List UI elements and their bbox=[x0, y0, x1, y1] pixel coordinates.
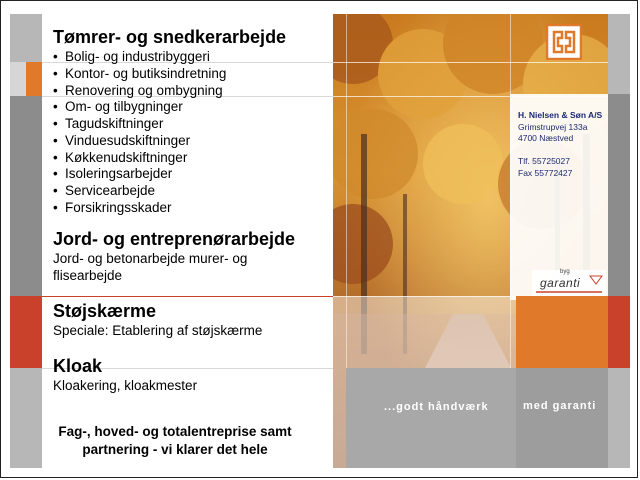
left-strip-grey-top bbox=[10, 14, 42, 62]
left-strip-grey-bottom bbox=[10, 368, 42, 468]
earthworks-line-1: Jord- og betonarbejde murer- og bbox=[53, 251, 248, 266]
list-item: • Bolig- og industribyggeri bbox=[53, 49, 210, 64]
left-strip-grey-mid bbox=[10, 96, 42, 296]
company-city: 4700 Næstved bbox=[518, 133, 574, 143]
company-name: H. Nielsen & Søn A/S bbox=[518, 110, 603, 120]
footer-text bbox=[40, 423, 310, 459]
right-strip-grey-mid bbox=[608, 94, 630, 296]
list-item: • Forsikringsskader bbox=[53, 200, 172, 215]
right-strip-grey-top bbox=[608, 14, 630, 94]
sewer-line: Kloakering, kloakmester bbox=[53, 378, 198, 393]
right-strip-red bbox=[608, 296, 630, 368]
list-item: • Renovering og ombygning bbox=[53, 83, 223, 98]
heading-noise-barriers: Støjskærme bbox=[53, 301, 157, 321]
left-strip-orange bbox=[26, 62, 42, 96]
heading-sewer: Kloak bbox=[53, 356, 103, 376]
garanti-label: garanti bbox=[540, 276, 581, 290]
bottom-grey-band-left bbox=[346, 368, 516, 468]
list-item: • Køkkenudskiftninger bbox=[53, 150, 188, 165]
noise-barriers-line: Speciale: Etablering af støjskærme bbox=[53, 323, 263, 338]
footer-line-2: partnering - vi klarer det hele bbox=[82, 442, 268, 457]
heading-carpentry: Tømrer- og snedkerarbejde bbox=[53, 27, 287, 47]
list-item: • Servicearbejde bbox=[53, 183, 156, 198]
left-strip-red bbox=[10, 296, 42, 368]
grid-line-red bbox=[42, 296, 333, 297]
list-item: • Om- og tilbygninger bbox=[53, 99, 183, 114]
slogan-part2: med garanti bbox=[523, 400, 597, 412]
company-phone: Tlf. 55725027 bbox=[518, 156, 570, 166]
heading-earthworks: Jord- og entreprenørarbejde bbox=[53, 229, 296, 249]
byg-label: byg bbox=[560, 269, 570, 275]
earthworks-line-2: flisearbejde bbox=[53, 268, 123, 283]
list-item: • Vinduesudskiftninger bbox=[53, 133, 191, 148]
slogan-part1: ...godt håndværk bbox=[384, 401, 489, 413]
company-street: Grimstrupvej 133a bbox=[518, 122, 588, 132]
right-strip-grey-bottom bbox=[608, 368, 630, 468]
company-logo-icon bbox=[546, 24, 582, 60]
list-item: • Isoleringsarbejder bbox=[53, 166, 173, 181]
company-fax: Fax 55772427 bbox=[518, 168, 573, 178]
orange-block bbox=[516, 296, 614, 368]
list-item: • Kontor- og butiksindretning bbox=[53, 66, 227, 81]
list-item: • Tagudskiftninger bbox=[53, 116, 164, 131]
footer-line-1: Fag-, hoved- og totalentreprise samt bbox=[58, 424, 292, 439]
left-strip-light bbox=[10, 62, 26, 96]
